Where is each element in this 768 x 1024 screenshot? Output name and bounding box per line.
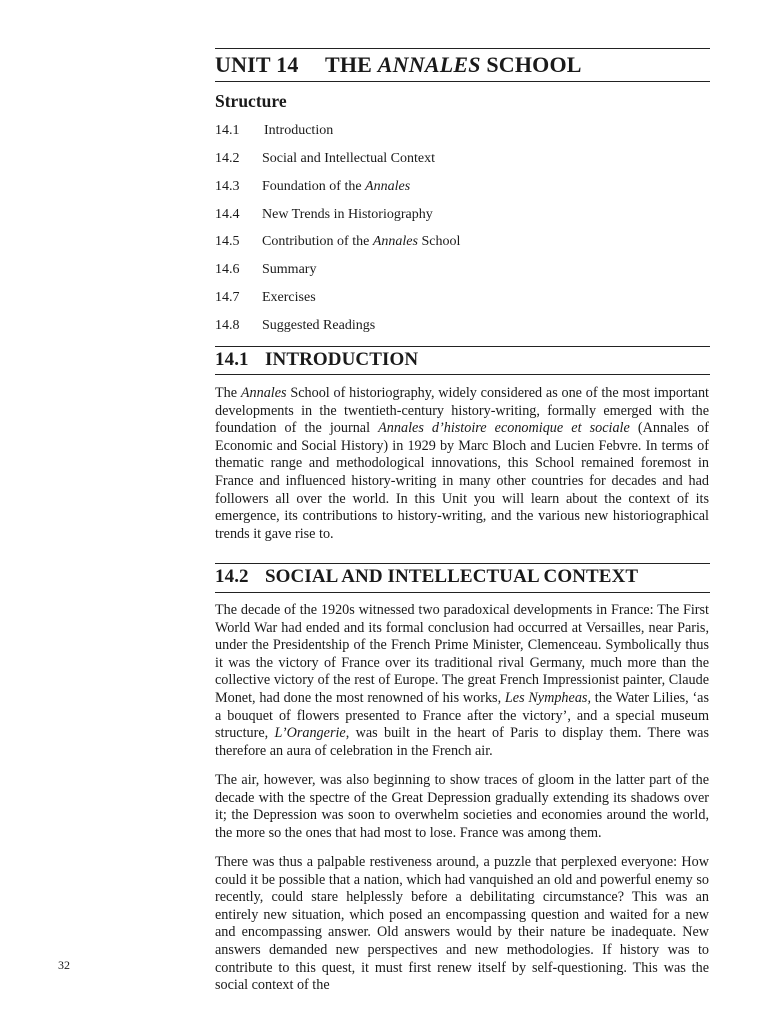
unit-number: UNIT 14 <box>215 52 299 77</box>
toc-number: 14.2 <box>215 151 240 166</box>
title-top-rule <box>215 48 710 49</box>
text-run: , was built in the heart of Paris to display them. There was therefore an aura of celebration in the French air. <box>215 725 710 759</box>
title-bottom-rule <box>215 81 710 82</box>
section-2-bottom-rule <box>215 592 710 593</box>
toc-number: 14.7 <box>215 290 240 305</box>
page-number: 32 <box>58 958 70 972</box>
toc-number: 14.5 <box>215 234 240 249</box>
toc-label: Introduction <box>264 123 334 138</box>
toc-item <box>215 207 433 223</box>
toc-number: 14.3 <box>215 179 240 194</box>
intro-paragraph <box>215 385 709 543</box>
toc-number: 14.8 <box>215 318 240 333</box>
context-paragraph-3: There was thus a palpable restiveness around, a puzzle that perplexed everyone: How could it be possible that a nation, which had vanquished an old and powerful enemy so recently, could stare helplessly before a debilitating circumstance? This was an entirely new situation, which posed an encompassing question and waited for a new and encompassing answer. Old answers would by their nature be inadequate. New answers demanded new perspectives and new methodologies. If history was to contribute to this quest, it must first renew itself by self-questioning. This was the social context of the <box>215 854 709 994</box>
toc-label-italic: Annales <box>372 234 418 249</box>
unit-title-italic: ANNALES <box>377 52 481 77</box>
text-run-italic: L’Orangerie <box>274 725 346 742</box>
toc-item <box>215 234 460 250</box>
section-2-heading <box>215 566 638 588</box>
toc-number: 14.1 <box>215 123 240 138</box>
toc-label: Foundation of the <box>262 179 366 194</box>
text-run-italic: Annales d’histoire economique et sociale <box>378 420 630 437</box>
toc-number: 14.6 <box>215 262 240 277</box>
section-2-title: SOCIAL AND INTELLECTUAL CONTEXT <box>265 566 639 587</box>
section-2-top-rule <box>215 563 710 564</box>
section-1-number: 14.1 <box>215 349 249 370</box>
toc-label: New Trends in Historiography <box>262 207 433 222</box>
toc-item <box>215 151 435 167</box>
structure-heading: Structure <box>215 91 287 111</box>
toc-label: Exercises <box>262 290 316 305</box>
text-run: School of historiography, widely considered as one of the most important developments in the twentieth-century history-writing, formally emerged with the foundation of the journal <box>215 385 709 437</box>
section-1-title: INTRODUCTION <box>265 349 419 370</box>
context-paragraph-1 <box>215 602 709 760</box>
toc-label: Contribution of the <box>262 234 373 249</box>
text-run-italic: Annales <box>240 385 287 401</box>
text-run: The decade of the 1920s witnessed two paradoxical developments in France: The First World War had ended and its formal conclusion had occurred at Versailles, near Paris, under the Presidentship of the French Prime Minister, Clemenceau. Symbolically thus it was the victory of France over its traditional rival Germany, much more than the collective victory of the rest of Europe. The great French Impressionist painter, Claude Monet, had done the most renowned of his works, <box>215 602 709 706</box>
unit-title <box>215 52 582 78</box>
section-1-top-rule <box>215 346 710 347</box>
unit-title-pre: THE <box>325 52 378 77</box>
text-run-italic: Les Nympheas, <box>504 689 591 706</box>
toc-item <box>215 290 316 306</box>
toc-label: Summary <box>262 262 317 277</box>
toc-label: Suggested Readings <box>262 318 376 333</box>
section-2-number: 14.2 <box>215 566 249 587</box>
text-run: The <box>215 385 241 401</box>
toc-item <box>215 123 333 139</box>
toc-number: 14.4 <box>215 207 240 222</box>
toc-item <box>215 179 410 195</box>
toc-label-italic: Annales <box>365 179 411 194</box>
section-1-bottom-rule <box>215 374 710 375</box>
context-paragraph-2: The air, however, was also beginning to show traces of gloom in the latter part of the decade with the spectre of the Great Depression gradually extending its shadows over it; the Depression was soon to overwhelm societies and economies around the world, the more so the ones that had most to lose. France was among them. <box>215 772 709 841</box>
unit-title-post: SCHOOL <box>480 52 582 77</box>
toc-item <box>215 262 316 278</box>
toc-label: Social and Intellectual Context <box>262 151 436 166</box>
toc-label-post: School <box>417 234 461 249</box>
text-run: the Water Lilies, ‘as a bouquet of flowers presented to France after the victory’, and a special museum structure, <box>215 689 709 742</box>
section-1-heading <box>215 349 418 371</box>
toc-item <box>215 318 375 334</box>
text-run: (Annales of Economic and Social History) in 1929 by Marc Bloch and Lucien Febvre. In terms of thematic range and methodological innovations, this School remained foremost in France and influenced history-writing in many other countries for decades and had followers all over the world. In this Unit you will learn about the context of its emergence, its contributions to history-writing, and the various new historiographical trends it gave rise to. <box>215 420 709 542</box>
